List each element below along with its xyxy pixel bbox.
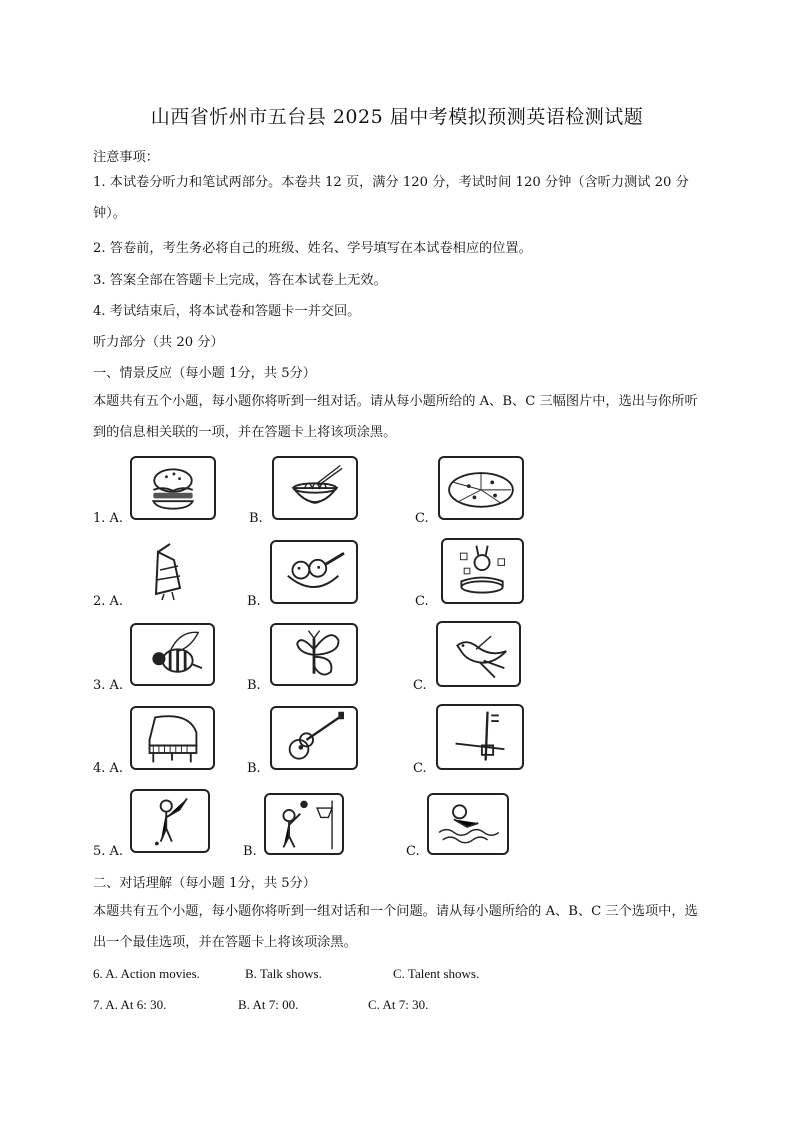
q7-option-b: B. At 7: 00.: [238, 997, 299, 1012]
section1-heading: 一、情景反应（每小题 1分，共 5分）: [93, 366, 316, 381]
q3-b-label: B.: [247, 678, 261, 693]
q4-a-label: 4. A.: [93, 761, 124, 776]
basketball-player-icon[interactable]: [264, 793, 344, 855]
q7-option-c: C. At 7: 30.: [368, 997, 429, 1012]
q1-b-label: B.: [249, 511, 263, 526]
q5-a-label: 5. A.: [93, 844, 124, 859]
mooncake-icon[interactable]: [441, 538, 524, 604]
swimmer-icon[interactable]: [427, 793, 509, 855]
q5-c-label: C.: [406, 844, 420, 859]
q2-a-label: 2. A.: [93, 594, 124, 609]
erhu-icon[interactable]: [436, 704, 524, 770]
notice-3: 3. 答案全部在答题卡上完成，答在本试卷上无效。: [93, 273, 387, 288]
zongzi-icon[interactable]: [130, 540, 210, 604]
notice-1: 1. 本试卷分听力和笔试两部分。本卷共 12 页，满分 120 分，考试时间 120 分钟（含听力测试 20 分钟）。: [93, 175, 689, 221]
guitar-icon[interactable]: [270, 706, 358, 770]
page-title: 山西省忻州市五台县 2025 届中考模拟预测英语检测试题: [150, 106, 644, 128]
golf-player-icon[interactable]: [130, 789, 210, 853]
q6-option-b: B. Talk shows.: [245, 966, 322, 981]
notice-4: 4. 考试结束后，将本试卷和答题卡一并交回。: [93, 304, 361, 319]
q6-option-a: 6. A. Action movies.: [93, 966, 200, 981]
butterfly-icon[interactable]: [270, 623, 358, 686]
q3-c-label: C.: [413, 678, 427, 693]
section2-heading: 二、对话理解（每小题 1分，共 5分）: [93, 876, 316, 891]
q5-b-label: B.: [243, 844, 257, 859]
q6-option-c: C. Talent shows.: [393, 966, 480, 981]
q2-c-label: C.: [415, 594, 429, 609]
q4-b-label: B.: [247, 761, 261, 776]
q2-b-label: B.: [247, 594, 261, 609]
q1-a-label: 1. A.: [93, 511, 124, 526]
swallow-icon[interactable]: [436, 621, 521, 687]
bee-icon[interactable]: [130, 623, 215, 686]
pizza-icon[interactable]: [438, 456, 524, 520]
notice-heading: 注意事项：: [93, 150, 159, 165]
piano-icon[interactable]: [130, 706, 215, 770]
q7-option-a: 7. A. At 6: 30.: [93, 997, 167, 1012]
hamburger-icon[interactable]: [130, 456, 216, 520]
tangyuan-icon[interactable]: [270, 540, 358, 604]
q3-a-label: 3. A.: [93, 678, 124, 693]
q4-c-label: C.: [413, 761, 427, 776]
noodles-icon[interactable]: [272, 456, 358, 520]
q1-c-label: C.: [415, 511, 429, 526]
section1-instruction: 本题共有五个小题，每小题你将听到一组对话。请从每小题所给的 A、B、C 三幅图片中，选出与你所听到的信息相关联的一项，并在答题卡上将该项涂黑。: [93, 394, 698, 440]
notice-2: 2. 答卷前，考生务必将自己的班级、姓名、学号填写在本试卷相应的位置。: [93, 241, 532, 256]
listening-heading: 听力部分（共 20 分）: [93, 335, 224, 350]
section2-instruction: 本题共有五个小题，每小题你将听到一组对话和一个问题。请从每小题所给的 A、B、C 三个选项中，选出一个最佳选项，并在答题卡上将该项涂黑。: [93, 904, 698, 950]
